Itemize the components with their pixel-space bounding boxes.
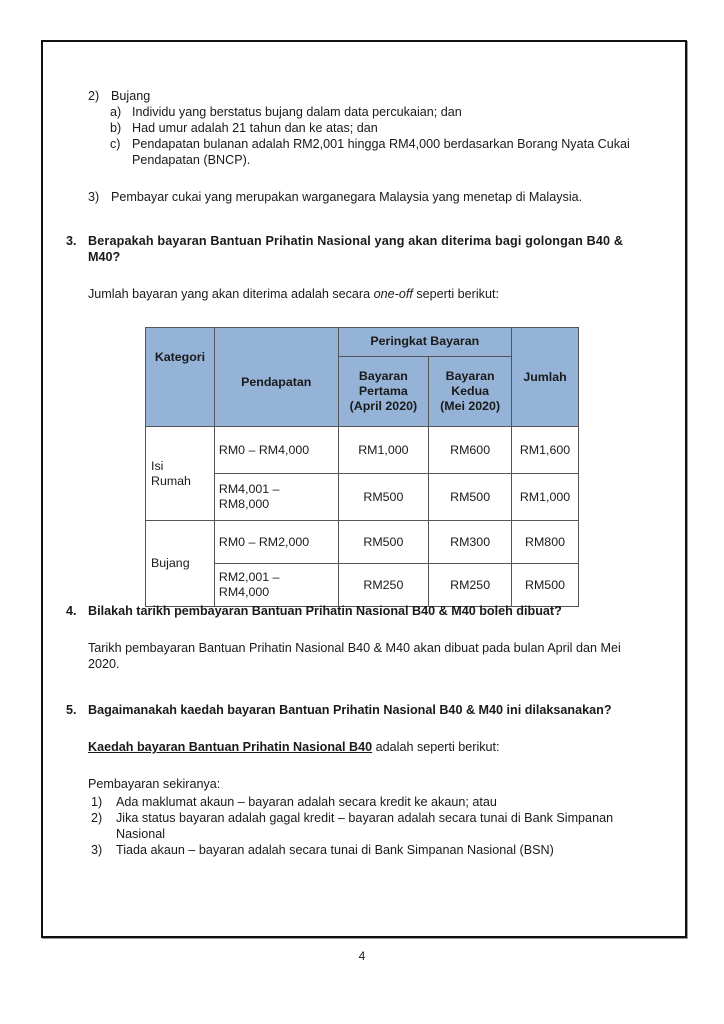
payment-item-2-continued: Nasional [116, 827, 166, 841]
cell-kedua: RM600 [429, 427, 512, 474]
b40-method-heading: Kaedah bayaran Bantuan Prihatin Nasional B40 [88, 740, 373, 754]
question-4-answer: Tarikh pembayaran Bantuan Prihatin Nasional B40 & M40 akan dibuat pada bulan April dan Mei [88, 641, 621, 655]
question-3-continued: M40? [88, 250, 121, 264]
sub-item-number: a) [110, 105, 122, 119]
page-number: 4 [358, 949, 366, 963]
header-line: Bayaran [445, 368, 495, 383]
header-line: Kedua [451, 383, 490, 398]
cell-pertama: RM500 [338, 474, 429, 521]
sub-item-c [110, 137, 630, 152]
sub-item-number: b) [110, 121, 122, 135]
answer-text: Jumlah bayaran yang akan diterima adalah secara [88, 287, 374, 301]
cell-pertama: RM500 [338, 521, 429, 564]
cell-pendapatan: RM0 – RM2,000 [214, 521, 338, 564]
question-number: 3. [66, 234, 77, 248]
list-text: Tiada akaun – bayaran adalah secara tunai di Bank Simpanan Nasional (BSN) [116, 843, 554, 857]
cell-pendapatan: RM0 – RM4,000 [214, 427, 338, 474]
list-item-3 [88, 190, 583, 205]
sub-item-text: Had umur adalah 21 tahun dan ke atas; dan [132, 121, 378, 135]
list-number: 1) [91, 795, 103, 809]
sub-item-text: Pendapatan bulanan adalah RM2,001 hingga RM4,000 berdasarkan Borang Nyata Cukai [132, 137, 630, 151]
cell-kedua: RM250 [429, 564, 512, 607]
table-row [146, 521, 579, 564]
payment-item-2 [91, 811, 614, 826]
cell-pertama: RM250 [338, 564, 429, 607]
question-number: 4. [66, 604, 77, 618]
list-number: 3) [88, 190, 100, 204]
list-number: 3) [91, 843, 103, 857]
header-line: Bayaran [358, 368, 408, 383]
cell-kedua: RM500 [429, 474, 512, 521]
list-text: Ada maklumat akaun – bayaran adalah secara kredit ke akaun; atau [116, 795, 497, 809]
cell-line: RM4,001 – [218, 482, 280, 496]
sub-item-c-continued: Pendapatan (BNCP). [132, 153, 251, 167]
header-line: Pertama [358, 383, 408, 398]
cell-jumlah: RM800 [512, 521, 579, 564]
header-peringkat-bayaran: Peringkat Bayaran [338, 328, 512, 357]
question-5 [66, 703, 612, 718]
sub-item-number: c) [110, 137, 121, 151]
cell-kedua: RM300 [429, 521, 512, 564]
header-line: (April 2020) [349, 398, 418, 413]
question-4-answer-continued: 2020. [88, 657, 120, 671]
cell-pertama: RM1,000 [338, 427, 429, 474]
question-text: Bilakah tarikh pembayaran Bantuan Prihatin Nasional B40 & M40 boleh dibuat? [88, 604, 562, 618]
cell-line: RM8,000 [218, 497, 270, 511]
method-suffix-text: adalah seperti berikut: [372, 740, 500, 754]
list-text: Jika status bayaran adalah gagal kredit – bayaran adalah secara tunai di Bank Simpanan [116, 811, 614, 825]
payment-item-1 [91, 795, 497, 810]
list-number: 2) [88, 89, 100, 103]
header-jumlah: Jumlah [512, 328, 579, 427]
cell-jumlah: RM1,000 [512, 474, 579, 521]
list-text: Pembayar cukai yang merupakan warganegara Malaysia yang menetap di Malaysia. [111, 190, 583, 204]
question-number: 5. [66, 703, 77, 717]
cell-kategori-bujang: Bujang [146, 521, 215, 607]
question-4 [66, 604, 562, 619]
list-label: Bujang [111, 89, 151, 103]
cell-pendapatan [214, 474, 338, 521]
cell-line: Isi [151, 458, 164, 473]
cell-line: Rumah [151, 473, 191, 488]
b40-method-line [88, 740, 500, 755]
cell-kategori-isi-rumah [146, 427, 215, 521]
cell-line: RM4,000 [218, 585, 270, 599]
header-bayaran-kedua [429, 356, 512, 426]
list-number: 2) [91, 811, 103, 825]
answer-italic-text: one-off [373, 287, 413, 301]
header-kategori: Kategori [146, 328, 215, 427]
header-pendapatan: Pendapatan [214, 328, 338, 427]
question-3 [66, 234, 624, 249]
sub-item-a [110, 105, 462, 120]
question-3-answer [88, 287, 499, 302]
sub-item-text: Individu yang berstatus bujang dalam data percukaian; dan [132, 105, 462, 119]
table-row [146, 427, 579, 474]
cell-line: RM2,001 – [218, 570, 280, 584]
payment-item-3 [91, 843, 554, 858]
question-text: Berapakah bayaran Bantuan Prihatin Nasional yang akan diterima bagi golongan B40 & [88, 234, 624, 248]
payment-table [145, 327, 579, 607]
cell-jumlah: RM500 [512, 564, 579, 607]
cell-jumlah: RM1,600 [512, 427, 579, 474]
header-bayaran-pertama [338, 356, 429, 426]
payment-intro: Pembayaran sekiranya: [88, 777, 221, 791]
sub-item-b [110, 121, 378, 136]
cell-pendapatan [214, 564, 338, 607]
question-text: Bagaimanakah kaedah bayaran Bantuan Prihatin Nasional B40 & M40 ini dilaksanakan? [88, 703, 612, 717]
answer-text: seperti berikut: [412, 287, 499, 301]
header-line: (Mei 2020) [440, 398, 501, 413]
list-item-bujang [88, 89, 151, 104]
